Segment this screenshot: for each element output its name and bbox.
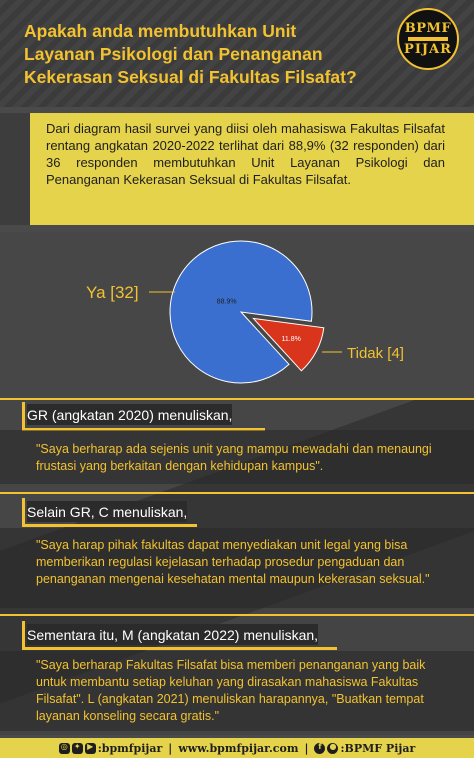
header	[0, 0, 474, 107]
page-title	[24, 20, 374, 89]
quote-heading: Sementara itu, M (angkatan 2022) menuliskan,	[27, 624, 318, 645]
facebook-icon[interactable]: f	[314, 743, 325, 754]
youtube-icon[interactable]: ▶	[85, 743, 96, 754]
page-name: :BPMF Pijar	[340, 741, 416, 755]
logo-text-top: BPMF	[404, 21, 452, 36]
quote-heading: Selain GR, C menuliskan,	[27, 501, 187, 522]
separator: |	[304, 741, 309, 755]
bpmf-pijar-logo	[397, 8, 459, 70]
separator: |	[168, 741, 173, 755]
title-line: Apakah anda membutuhkan Unit	[24, 21, 297, 41]
instagram-icon[interactable]: ◎	[59, 743, 70, 754]
footer	[0, 738, 474, 758]
pie-data-label: 88.9%	[216, 298, 237, 306]
logo-text-bottom: PIJAR	[404, 42, 452, 57]
pie-category-label: Tidak [4]	[347, 345, 404, 362]
quote-text: "Saya berharap Fakultas Filsafat bisa memberi penanganan yang baik untuk membantu setiap keluhan yang dirasakan mahasiswa Fakultas Filsafat". L (angkatan 2021) menuliskan harapannya, "Buatkan tempat layanan konseling secara gratis."	[36, 658, 426, 723]
quote-heading: GR (angkatan 2020) menuliskan,	[27, 404, 232, 425]
pie-data-label: 11.8%	[281, 336, 301, 344]
pie-slice-ya	[170, 241, 312, 383]
intro-accent-block	[0, 113, 30, 225]
twitter-icon[interactable]: ✦	[72, 743, 83, 754]
quote-text: "Saya berharap ada sejenis unit yang mampu mewadahi dan menaungi frustasi yang berkaitan dengan kehidupan kampus".	[36, 442, 432, 473]
social-handle: :bpmfpijar	[97, 741, 163, 755]
quote-text: "Saya harap pihak fakultas dapat menyediakan unit legal yang bisa memberikan regulasi kejelasan terhadap prosedur pengaduan dan penanganan mengenai kesehatan mental maupun kekerasan seksual."	[36, 538, 430, 586]
title-line: Kekerasan Seksual di Fakultas Filsafat?	[24, 67, 357, 87]
pie-chart-panel	[0, 232, 474, 398]
title-line: Layanan Psikologi dan Penanganan	[24, 44, 323, 64]
intro-box	[0, 113, 474, 225]
line-icon[interactable]: ●	[327, 743, 338, 754]
logo-bar	[408, 37, 448, 41]
divider	[0, 614, 474, 616]
website-link[interactable]: www.bpmfpijar.com	[178, 741, 299, 755]
divider	[0, 492, 474, 494]
pie-chart	[0, 232, 474, 398]
divider	[0, 398, 474, 400]
pie-category-label: Ya [32]	[86, 283, 139, 302]
intro-text: Dari diagram hasil survei yang diisi oleh mahasiswa Fakultas Filsafat rentang angkatan 2020-2022 terlihat dari 88,9% (32 responden) dari 36 responden membutuhkan Unit Layanan Psikologi dan Penanganan Kekerasan Seksual di Fakultas Filsafat.	[46, 121, 445, 187]
